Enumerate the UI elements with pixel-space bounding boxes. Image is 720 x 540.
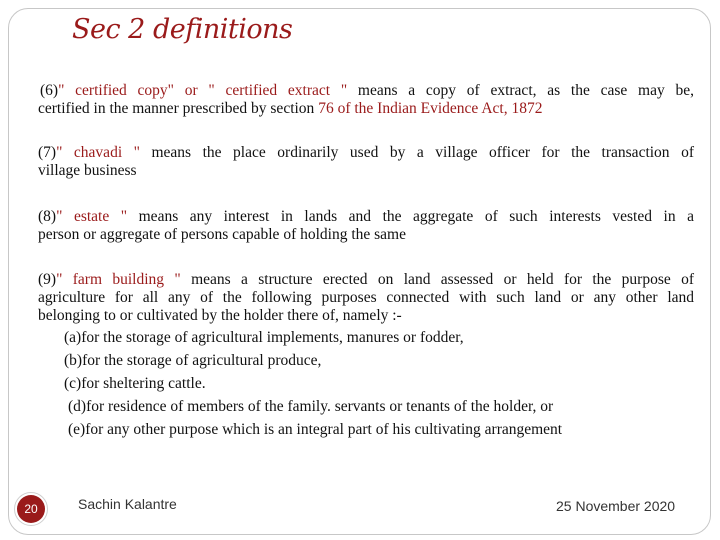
definition-9-line-1 [38, 271, 694, 289]
definition-9 [38, 271, 694, 325]
definition-7-line-1 [38, 144, 694, 162]
definition-8-line-2: person or aggregate of persons capable of holding the same [38, 226, 406, 243]
definition-9-line-2: agriculture for all any of the following purposes connected with such land or any other land [38, 289, 694, 306]
definition-9-term: " farm building " [56, 271, 181, 288]
definition-6-term: " certified copy" or " certified extract " [58, 82, 348, 99]
definition-6-line-2 [38, 100, 694, 118]
definition-7-text: means the place ordinarily used by a village officer for the transaction of [139, 144, 694, 161]
definition-7-term: " chavadi " [56, 144, 140, 161]
definition-8-term: " estate " [56, 208, 128, 225]
farm-building-purpose-a: (a)for the storage of agricultural implements, manures or fodder, [64, 329, 464, 346]
farm-building-purpose-b: (b)for the storage of agricultural produce, [64, 352, 322, 369]
definition-8-line-1 [38, 208, 694, 226]
slide-title: Sec 2 definitions [72, 14, 293, 45]
farm-building-purpose-d: (d)for residence of members of the family. servants or tenants of the holder, or [68, 398, 554, 415]
definition-6 [38, 82, 694, 118]
slide-number-badge: 20 [17, 495, 45, 523]
definition-6-number: (6) [40, 82, 59, 99]
evidence-act-reference: 76 of the Indian Evidence Act, 1872 [318, 100, 543, 117]
definition-8-number: (8) [38, 208, 57, 225]
definition-7-number: (7) [38, 144, 57, 161]
farm-building-purpose-e: (e)for any other purpose which is an integral part of his cultivating arrangement [68, 421, 563, 438]
definition-6-text: means a copy of extract, as the case may be, [347, 82, 694, 99]
definition-9-number: (9) [38, 271, 57, 288]
footer-date: 25 November 2020 [556, 498, 676, 514]
definition-6-line-1 [38, 82, 694, 100]
definition-9-text: means a structure erected on land assessed or held for the purpose of [180, 271, 694, 288]
definition-7 [38, 144, 694, 180]
definition-6-text-2: certified in the manner prescribed by section [38, 100, 319, 117]
definition-8-text: means any interest in lands and the aggregate of such interests vested in a [127, 208, 694, 225]
definition-7-line-2: village business [38, 162, 137, 179]
definition-8 [38, 208, 694, 244]
footer-author: Sachin Kalantre [78, 496, 177, 512]
definition-9-line-3: belonging to or cultivated by the holder there of, namely :- [38, 307, 402, 324]
farm-building-purpose-c: (c)for sheltering cattle. [64, 375, 206, 392]
